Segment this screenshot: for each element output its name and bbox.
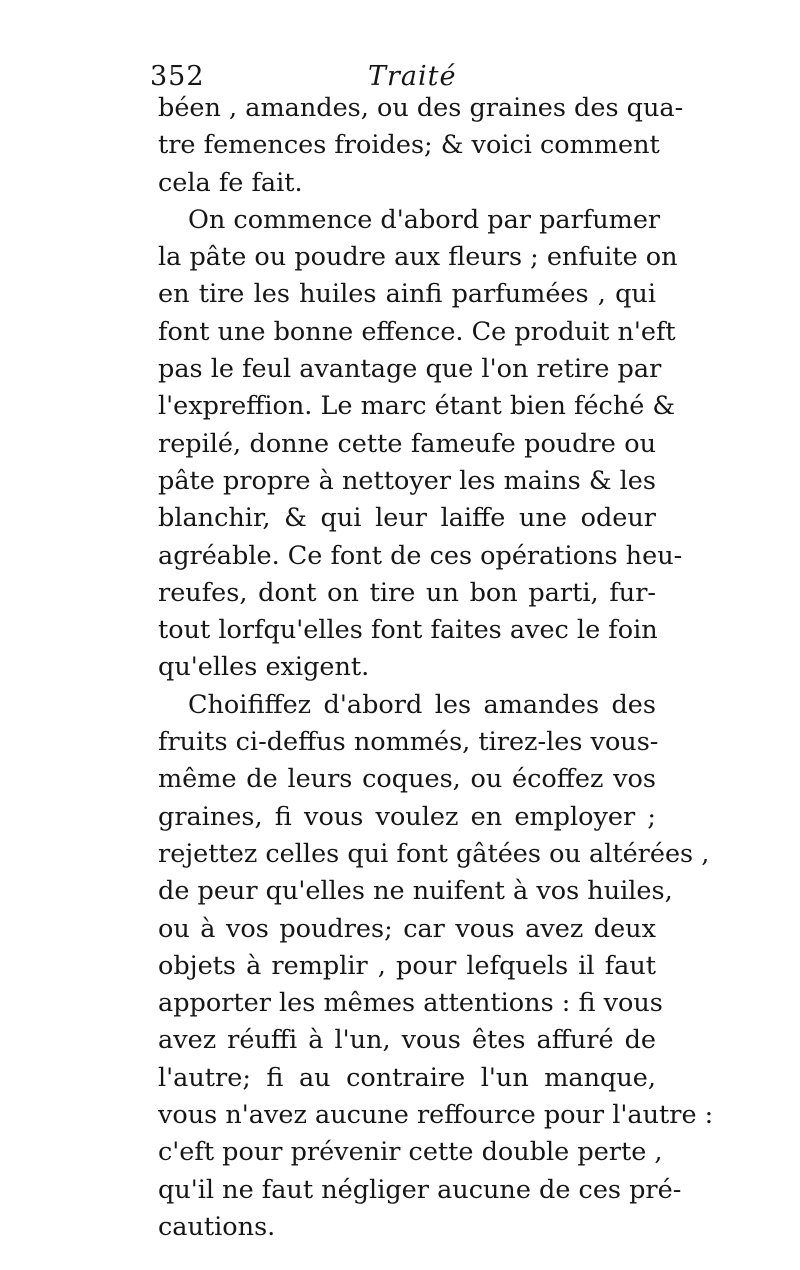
- text-line: tout lorfqu'elles font faites avec le foin: [158, 615, 658, 646]
- text-line: agréable. Ce font de ces opérations heu-: [158, 540, 683, 571]
- text-line: la pâte ou poudre aux fleurs ; enfuite on: [158, 242, 678, 273]
- text-line: pas le feul avantage que l'on retire par: [158, 354, 662, 385]
- text-line: qu'elles exigent.: [158, 652, 370, 683]
- text-line: qu'il ne faut négliger aucune de ces pré-: [158, 1174, 682, 1205]
- text-line: fruits ci-deffus nommés, tirez-les vous-: [158, 727, 659, 758]
- text-line: font une bonne effence. Ce produit n'eft: [158, 316, 676, 347]
- text-line: graines, fi vous voulez en employer ;: [158, 801, 656, 832]
- body-text: [158, 90, 714, 1246]
- text-line: apporter les mêmes attentions : fi vous: [158, 988, 663, 1019]
- text-line: l'expreffion. Le marc étant bien féché &: [158, 391, 676, 422]
- text-line: l'autre; fi au contraire l'un manque,: [158, 1062, 656, 1093]
- text-line: On commence d'abord par parfumer: [188, 204, 661, 235]
- text-line: reufes, dont on tire un bon parti, fur-: [158, 577, 656, 608]
- text-line: béen , amandes, ou des graines des qua-: [158, 93, 684, 123]
- text-line: c'eft pour prévenir cette double perte ,: [158, 1137, 663, 1168]
- text-line: objets à remplir , pour lefquels il faut: [158, 950, 656, 981]
- text-line: rejettez celles qui font gâtées ou altérées ,: [158, 838, 710, 869]
- text-line: cela fe fait.: [158, 167, 303, 198]
- text-line: blanchir, & qui leur laiffe une odeur: [158, 503, 656, 534]
- text-line: Choififfez d'abord les amandes des: [188, 689, 656, 720]
- text-line: tre femences froides; & voici comment: [158, 130, 660, 161]
- text-line: vous n'avez aucune reffource pour l'autre :: [158, 1100, 714, 1131]
- running-title: Traité: [368, 61, 457, 92]
- text-line: même de leurs coques, ou écoffez vos: [158, 764, 656, 795]
- text-line: ou à vos poudres; car vous avez deux: [158, 913, 656, 944]
- text-line: de peur qu'elles ne nuifent à vos huiles,: [158, 876, 673, 907]
- text-line: en tire les huiles ainfi parfumées , qui: [158, 279, 656, 310]
- text-line: cautions.: [158, 1211, 276, 1242]
- text-line: pâte propre à nettoyer les mains & les: [158, 465, 656, 496]
- text-line: repilé, donne cette fameufe poudre ou: [158, 428, 656, 459]
- text-line: avez réuffi à l'un, vous êtes affuré de: [158, 1025, 656, 1056]
- page-number: 352: [150, 61, 205, 92]
